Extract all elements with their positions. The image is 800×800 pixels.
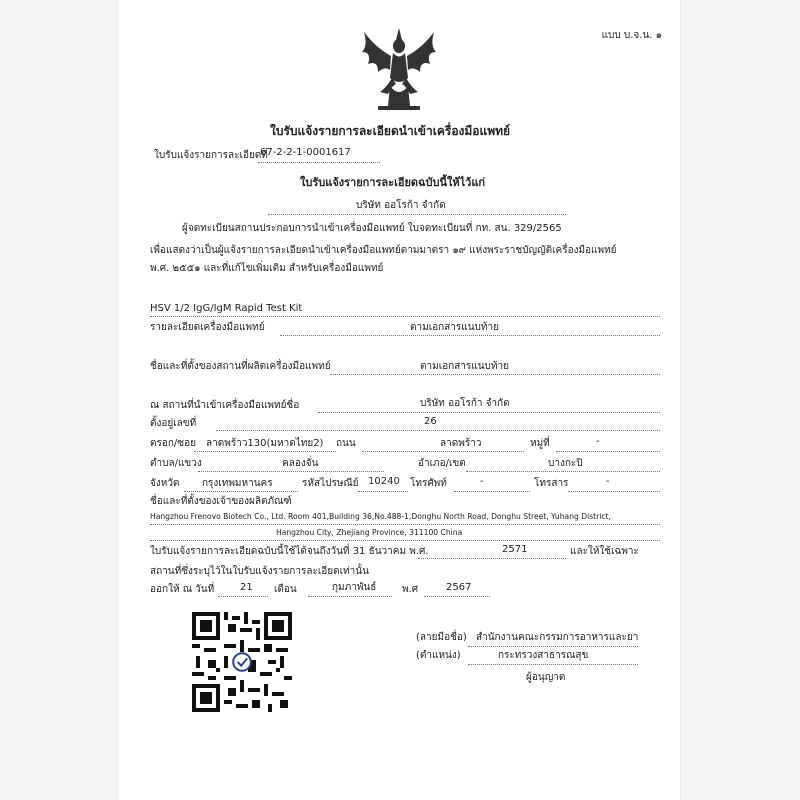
import-place-value: บริษัท ออโรก้า จำกัด [420, 398, 510, 409]
validity-year: 2571 [502, 544, 528, 555]
law-line-2: พ.ศ. ๒๕๕๑ และที่แก้ไขเพิ่มเติม สำหรับเครื่องมือแพทย์ [150, 263, 384, 274]
import-place-label: ณ สถานที่นำเข้าเครื่องมือแพทย์ชื่อ [150, 400, 300, 411]
product-name: HSV 1/2 IgG/IgM Rapid Test Kit [150, 303, 303, 314]
address-number: 26 [424, 416, 437, 427]
district-value: บางกะปิ [548, 458, 583, 469]
reference-label: ใบรับแจ้งรายการละเอียดที่ [154, 150, 268, 161]
postcode-value: 10240 [368, 476, 400, 487]
scope-line: สถานที่ซึ่งระบุไว้ในใบรับแจ้งรายการละเอียดเท่านั้น [150, 566, 369, 577]
form-code: แบบ บ.จ.น. ๑ [601, 30, 662, 41]
detail-value: ตามเอกสารแนบท้าย [410, 322, 499, 333]
validity-suffix: และให้ใช้เฉพาะ [570, 546, 639, 557]
moo-label: หมู่ที่ [530, 438, 550, 449]
authorizer-title: ผู้อนุญาต [526, 672, 566, 683]
phone-value: - [480, 476, 484, 487]
road-value: ลาดพร้าว [440, 438, 482, 449]
issued-month: กุมภาพันธ์ [332, 582, 377, 593]
signature-label: (ลายมือชื่อ) [416, 632, 467, 643]
province-label: จังหวัด [150, 478, 180, 489]
reference-number: 67-2-2-1-0001617 [260, 147, 351, 158]
soi-label: ตรอก/ซอย [150, 438, 196, 449]
issued-year: 2567 [446, 582, 472, 593]
detail-label: รายละเอียดเครื่องมือแพทย์ [150, 322, 265, 333]
position-label: (ตำแหน่ง) [416, 650, 461, 661]
company-name: บริษัท ออโรก้า จำกัด [356, 200, 446, 211]
license-line: ผู้จดทะเบียนสถานประกอบการนำเข้าเครื่องมือแพทย์ ใบจดทะเบียนที่ กท. สน. 329/2565 [182, 223, 562, 234]
month-label: เดือน [274, 584, 297, 595]
issued-label: ออกให้ ณ วันที่ [150, 584, 215, 595]
soi-value: ลาดพร้าว130(มหาดไทย2) [206, 438, 324, 449]
subdistrict-label: ตำบล/แขวง [150, 458, 202, 469]
validity-text: ใบรับแจ้งรายการละเอียดฉบับนี้ใช้ได้จนถึงวันที่ 31 ธันวาคม พ.ศ. [150, 546, 429, 557]
manufacturer-place-label: ชื่อและที่ตั้งของสถานที่ผลิตเครื่องมือแพทย์ [150, 361, 331, 372]
document-page [118, 0, 680, 800]
law-line-1: เพื่อแสดงว่าเป็นผู้แจ้งรายการละเอียดนำเข้าเครื่องมือแพทย์ตามมาตรา ๑๙ แห่งพระราชบัญญัติเครื่องมือแพทย์ [150, 245, 617, 256]
moo-value: - [596, 436, 600, 447]
manufacturer-place-value: ตามเอกสารแนบท้าย [420, 361, 509, 372]
address-number-label: ตั้งอยู่เลขที่ [150, 418, 197, 429]
fax-value: - [606, 476, 610, 487]
fax-label: โทรสาร [534, 478, 569, 489]
qr-code [192, 612, 292, 712]
garuda-emblem [358, 26, 440, 112]
position-value: กระทรวงสาธารณสุข [498, 650, 589, 661]
province-value: กรุงเทพมหานคร [202, 478, 273, 489]
road-label: ถนน [336, 438, 356, 449]
owner-label: ชื่อและที่ตั้งของเจ้าของผลิตภัณฑ์ [150, 496, 292, 507]
owner-address-line-1: Hangzhou Frenovo Biotech Co., Ltd. Room 401,Building 36,No.488-1,Donghu North Road, Donghu Street, Yuhang District, [150, 512, 611, 521]
issued-to-heading: ใบรับแจ้งรายการละเอียดฉบับนี้ให้ไว้แก่ [300, 176, 486, 189]
postcode-label: รหัสไปรษณีย์ [302, 478, 359, 489]
owner-address-line-2: Hangzhou City, Zhejiang Province, 311100 China [276, 528, 463, 537]
subdistrict-value: คลองจั่น [282, 458, 319, 469]
district-label: อำเภอ/เขต [418, 458, 466, 469]
signature-value: สำนักงานคณะกรรมการอาหารและยา [476, 632, 639, 643]
document-title: ใบรับแจ้งรายการละเอียดนำเข้าเครื่องมือแพทย์ [270, 124, 511, 138]
year-label: พ.ศ [402, 584, 419, 595]
phone-label: โทรศัพท์ [410, 478, 447, 489]
issued-day: 21 [240, 582, 253, 593]
